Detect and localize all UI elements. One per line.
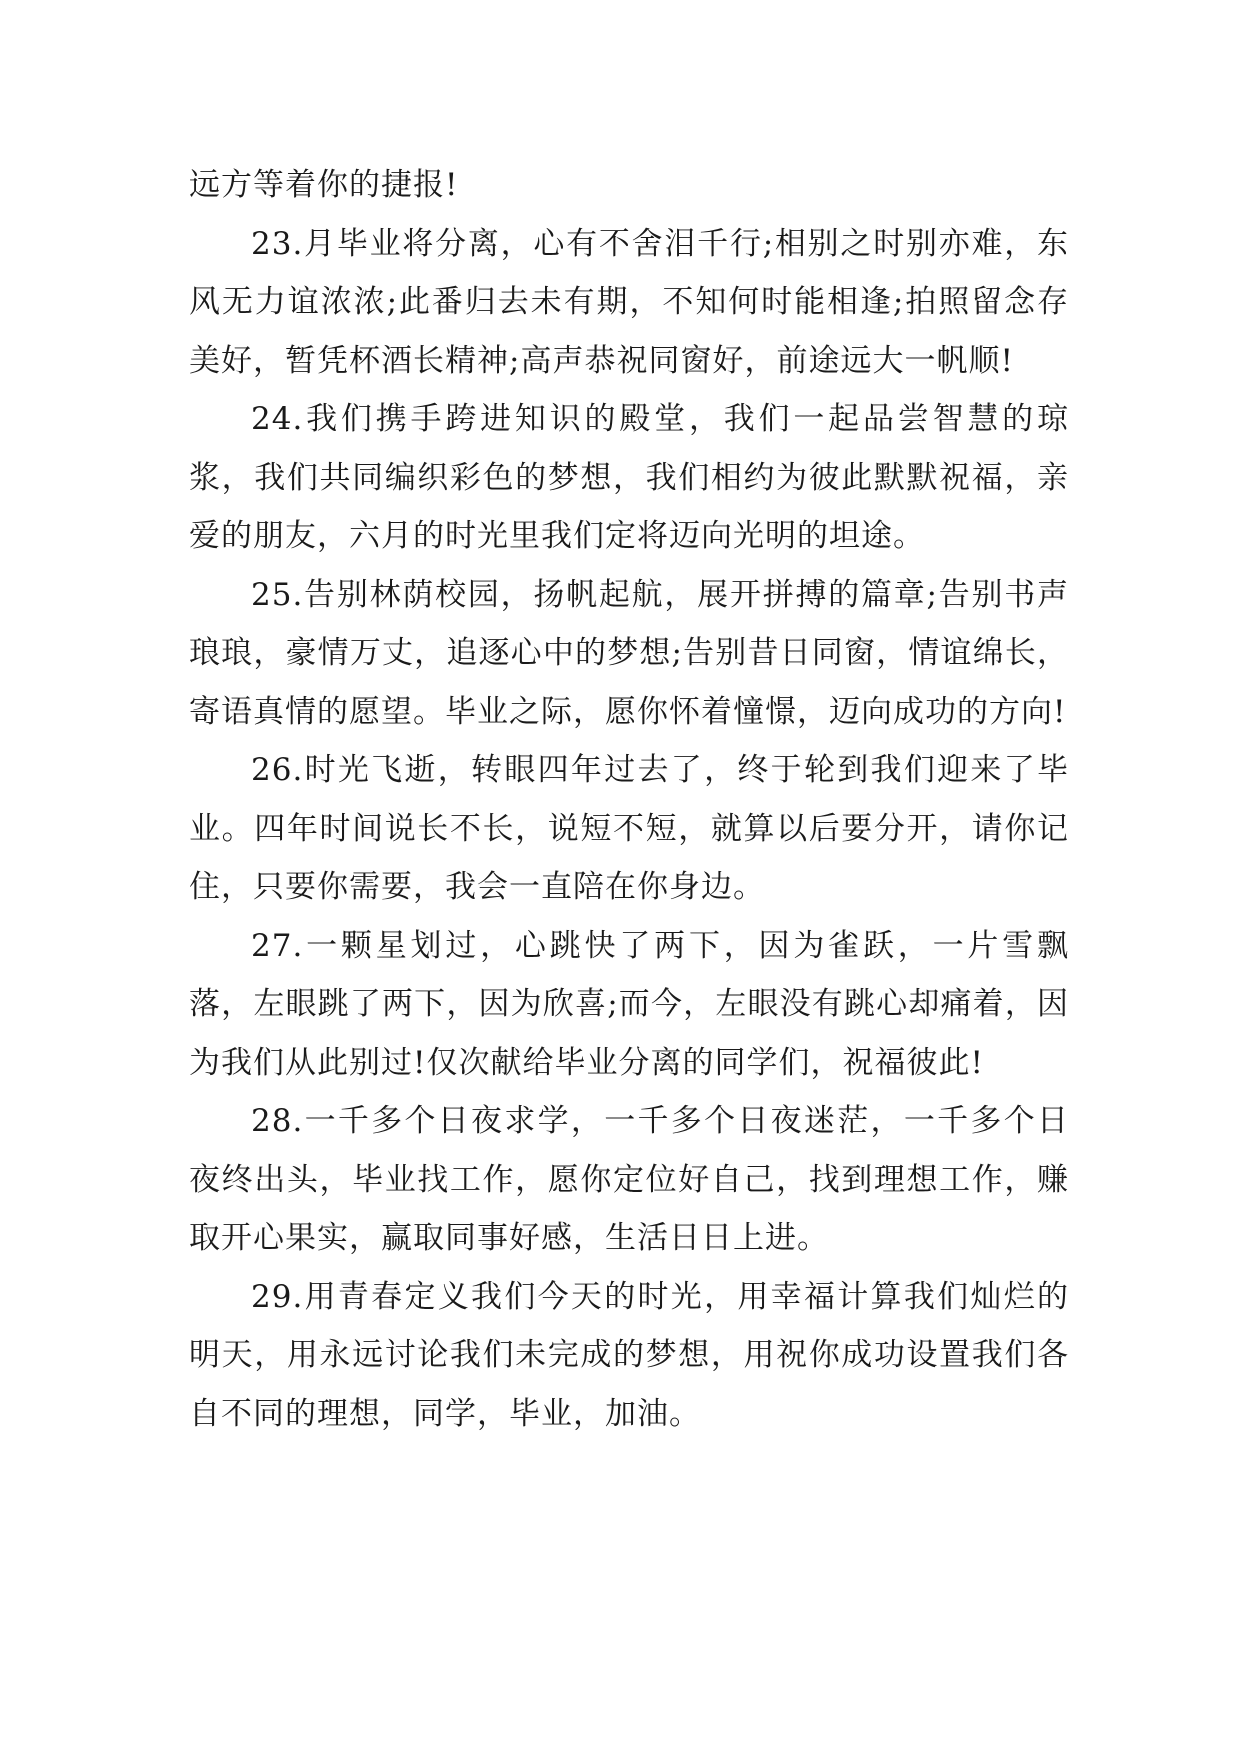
paragraph-item-25: 25.告别林荫校园，扬帆起航，展开拼搏的篇章;告别书声琅琅，豪情万丈，追逐心中的梦想;告别昔日同窗，情谊绵长，寄语真情的愿望。毕业之际，愿你怀着憧憬，迈向成功的方向! [189, 576, 1069, 730]
paragraph-item-24: 24.我们携手跨进知识的殿堂，我们一起品尝智慧的琼浆，我们共同编织彩色的梦想，我们相约为彼此默默祝福，亲爱的朋友，六月的时光里我们定将迈向光明的坦途。 [189, 401, 1069, 554]
paragraph-item-27: 27.一颗星划过，心跳快了两下，因为雀跃，一片雪飘落，左眼跳了两下，因为欣喜;而今，左眼没有跳心却痛着，因为我们从此别过!仅次献给毕业分离的同学们，祝福彼此! [189, 927, 1069, 1081]
paragraph-item-28: 28.一千多个日夜求学，一千多个日夜迷茫，一千多个日夜终出头，毕业找工作，愿你定位好自己，找到理想工作，赚取开心果实，赢取同事好感，生活日日上进。 [189, 1103, 1069, 1256]
paragraph-continuation: 远方等着你的捷报! [189, 167, 459, 203]
paragraph-item-29: 29.用青春定义我们今天的时光，用幸福计算我们灿烂的明天，用永远讨论我们未完成的梦想，用祝你成功设置我们各自不同的理想，同学，毕业，加油。 [189, 1278, 1069, 1432]
paragraph-item-26: 26.时光飞逝，转眼四年过去了，终于轮到我们迎来了毕业。四年时间说长不长，说短不短，就算以后要分开，请你记住，只要你需要，我会一直陪在你身边。 [189, 752, 1069, 905]
document-body [189, 156, 1069, 1443]
paragraph-item-23: 23.月毕业将分离，心有不舍泪千行;相别之时别亦难，东风无力谊浓浓;此番归去未有期，不知何时能相逢;拍照留念存美好，暂凭杯酒长精神;高声恭祝同窗好，前途远大一帆顺! [189, 225, 1069, 379]
